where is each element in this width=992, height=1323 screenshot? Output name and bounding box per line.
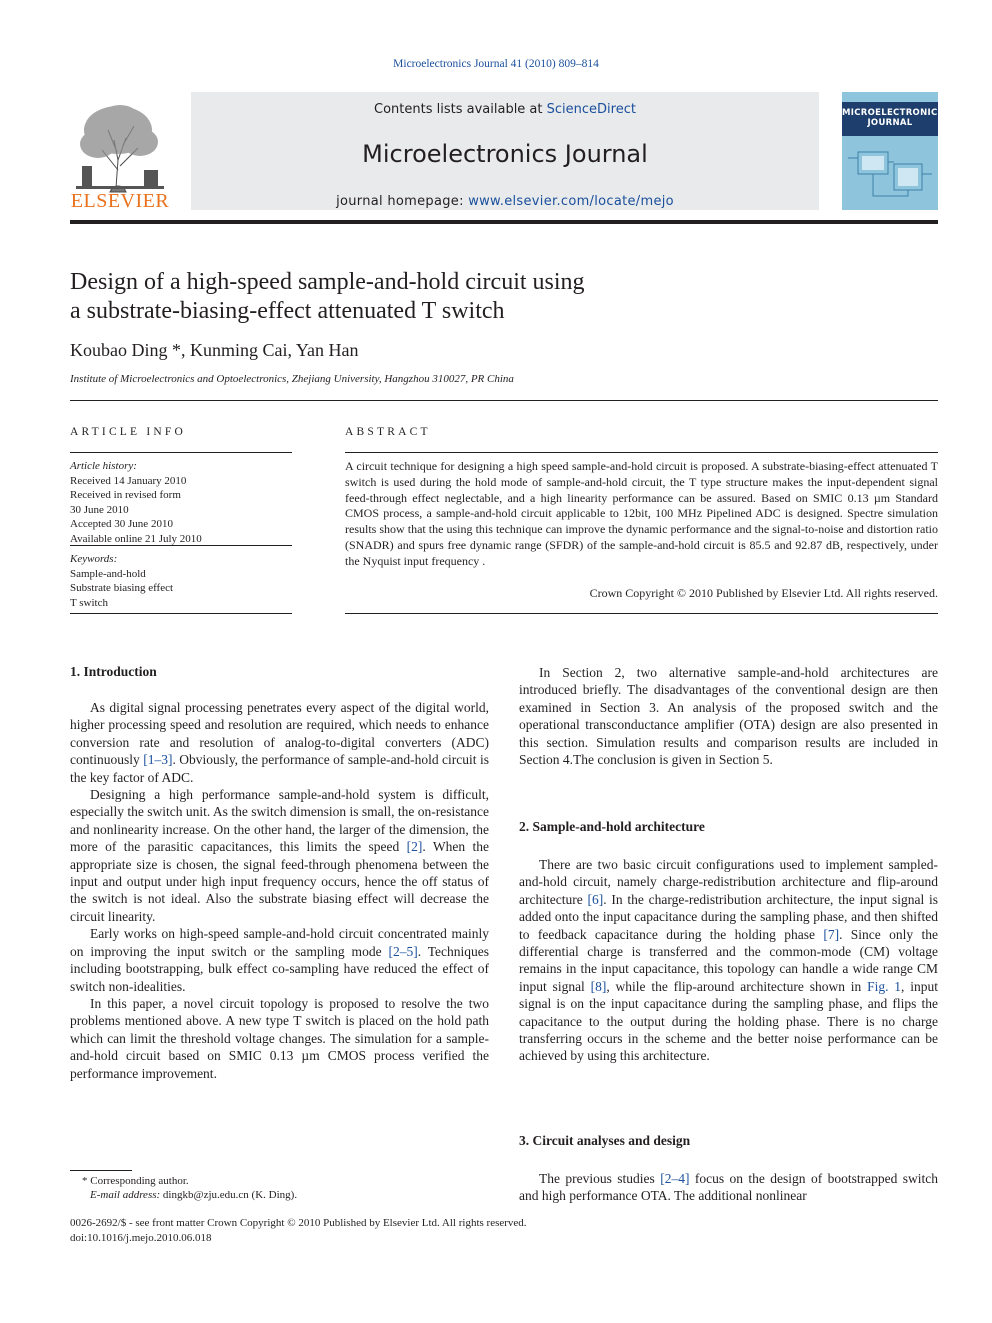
reference-link[interactable]: [8] <box>590 978 607 994</box>
reference-link[interactable]: [2] <box>406 839 423 855</box>
history-rule <box>70 545 292 546</box>
keywords <box>70 552 292 610</box>
paragraph: In Section 2, two alternative sample-and-hold architectures are introduced briefly. The disadvantages of the conventional design are then examined in Section 3. An analysis of the proposed switch and the operational transconductance amplifier (OTA) design are also presented in this section. Simulation results and comparison results are included in Section 4.The conclusion is given in Section 5. <box>519 665 938 768</box>
section-2-heading: 2. Sample-and-hold architecture <box>519 819 705 834</box>
reference-link[interactable]: [7] <box>823 926 840 942</box>
text-run: focus on the design of bootstrapped switch and high performance OTA. The additional nonlinear <box>519 1171 938 1204</box>
journal-title: Microelectronics Journal <box>362 140 648 168</box>
history-item: Available online 21 July 2010 <box>70 532 202 545</box>
article-title <box>70 268 770 326</box>
text-run: , input signal is on the input capacitance during the sampling phase, and flips the capacitance to the output during the holding phase. There is no charge transferring occurs in the scheme and the better noise performance can be achieved by using this architecture. <box>519 978 938 1064</box>
history-item: Accepted 30 June 2010 <box>70 518 173 530</box>
history-item: 30 June 2010 <box>70 503 129 516</box>
keywords-label: Keywords: <box>70 553 118 565</box>
text-run: . Techniques including bootstrapping, bulk effect co-sampling have reduced the effect of switch non-idealities. <box>70 943 490 994</box>
email-line <box>82 1188 482 1202</box>
history-item: Received in revised form <box>70 489 181 501</box>
reference-link[interactable]: [2–4] <box>660 1171 690 1186</box>
sciencedirect-link[interactable]: ScienceDirect <box>546 102 636 117</box>
affiliation: Institute of Microelectronics and Optoelectronics, Zhejiang University, Hangzhou 310027, PR China <box>70 373 514 385</box>
text-run: The previous studies <box>539 1171 661 1186</box>
left-column <box>70 699 489 1082</box>
article-history <box>70 459 292 546</box>
article-title-line2: a substrate-biasing-effect attenuated T switch <box>70 298 505 324</box>
reference-link[interactable]: [6] <box>587 891 604 907</box>
footnote-rule <box>70 1170 132 1171</box>
text-run: Early works on high-speed sample-and-hold circuit concentrated mainly on improving the input switch or the sampling mode <box>70 926 489 959</box>
cover-title <box>842 108 945 128</box>
section-2-body <box>519 856 938 1065</box>
email-address[interactable]: dingkb@zju.edu.cn (K. Ding). <box>162 1189 298 1201</box>
text-run: Designing a high performance sample-and-hold system is difficult, especially the switch unit. As the switch dimension is small, the on-resistance and nonlinearity increase. On the other hand, the larger of the dimension, the more of the parasitic capacitances, this limits the speed <box>70 787 489 855</box>
header-rule <box>70 220 938 224</box>
article-history-label: Article history: <box>70 460 137 472</box>
text-run: . When the appropriate size is chosen, the signal feed-through phenomena between the input and output under high input frequency occurs, hence the off status of the switch is not ideal. Also the substrate biasing effect will decrease the circuit linearity. <box>70 839 489 924</box>
paragraph <box>519 1170 938 1205</box>
text-run: , while the flip-around architecture shown in <box>606 978 868 994</box>
abstract-copyright: Crown Copyright © 2010 Published by Elsevier Ltd. All rights reserved. <box>589 586 938 600</box>
title-rule <box>70 400 938 401</box>
contents-prefix: Contents lists available at <box>374 102 547 117</box>
text-run: . Since only the differential charge is transferred and the common-mode (CM) voltage remains in the input capacitance, this topology can handle a wide range CM input signal <box>519 926 938 994</box>
section-1-heading: 1. Introduction <box>70 664 157 679</box>
keyword-item: Substrate biasing effect <box>70 582 174 594</box>
keyword-item: T switch <box>70 596 108 609</box>
article-info-heading: ARTICLE INFO <box>70 426 186 438</box>
article-title-line1: Design of a high-speed sample-and-hold circuit using <box>70 269 585 295</box>
abstract-rule-top <box>345 452 938 453</box>
doi-line[interactable]: doi:10.1016/j.mejo.2010.06.018 <box>70 1231 212 1244</box>
paragraph <box>519 856 938 1065</box>
cover-circuit-icon <box>848 144 932 202</box>
abstract-rule-bottom <box>345 613 938 614</box>
history-item: Received 14 January 2010 <box>70 474 187 487</box>
footnote <box>82 1174 482 1202</box>
figure-link[interactable]: Fig. 1 <box>867 978 902 994</box>
email-label: E-mail address: <box>90 1189 163 1201</box>
cover-title-line1: MICROELECTRONICS <box>842 108 945 118</box>
right-column-intro <box>519 664 938 768</box>
paragraph: In this paper, a novel circuit topology is proposed to resolve the two problems mentioned above. A new type T switch is placed on the hold path which can limit the threshold voltage changes. The simulation for a sample-and-hold circuit based on SMIC 0.13 µm CMOS process verified the performance improvement. <box>70 995 489 1081</box>
elsevier-wordmark: ELSEVIER <box>70 190 170 212</box>
text-run: As digital signal processing penetrates every aspect of the digital world, higher processing speed and resolution are required, which needs to enhance conversion rate and resolution of analog-to-digital converters (ADC) continuously <box>70 700 489 768</box>
homepage-prefix: journal homepage: <box>336 194 469 209</box>
homepage-link[interactable]: www.elsevier.com/locate/mejo <box>468 194 674 209</box>
text-run: . In the charge-redistribution architecture, the input signal is added onto the input capacitance during the sampling phase, and then shifted to feedback capacitance during the holding phase <box>519 891 938 942</box>
corresponding-author-note: * Corresponding author. <box>82 1175 189 1187</box>
authors: Koubao Ding *, Kunming Cai, Yan Han <box>70 340 359 360</box>
front-matter <box>70 1216 527 1245</box>
article-info-rule <box>70 452 292 453</box>
text-run: There are two basic circuit configurations used to implement sampled-and-hold circuit, namely charge-redistribution architecture and flip-around architecture <box>519 857 938 907</box>
keywords-rule <box>70 613 292 614</box>
abstract-text: A circuit technique for designing a high speed sample-and-hold circuit is proposed. A substrate-biasing-effect attenuated T switch is used during the hold mode of sample-and-hold circuit, the T type structure makes the input-dependent signal feed-through effect neglectable, and a high linearity performance can be assured. Based on SMIC 0.13 µm Standard CMOS process, a sample-and-hold circuit applicable to 12bit, 100 MHz Pipelined ADC is designed. Spectre simulation results show that the using this technique can improve the dynamic performance and the signal-to-noise and distortion ratio (SNADR) and spurs free dynamic range (SFDR) of the sample-and-hold circuit is 85.5 and 92.87 dB, respectively, under the Nyquist input frequency . <box>345 459 938 568</box>
paragraph <box>70 786 489 925</box>
issn-line: 0026-2692/$ - see front matter Crown Copyright © 2010 Published by Elsevier Ltd. All rights reserved. <box>70 1217 527 1229</box>
text-run: . Obviously, the performance of sample-and-hold circuit is the key factor of ADC. <box>70 752 490 785</box>
homepage-line <box>191 194 819 209</box>
paragraph <box>70 699 489 786</box>
cover-title-line2: JOURNAL <box>867 118 913 128</box>
journal-cover[interactable] <box>842 92 945 210</box>
reference-link[interactable]: [1–3] <box>143 752 173 768</box>
paragraph <box>70 925 489 995</box>
abstract-heading: ABSTRACT <box>345 426 431 438</box>
contents-line <box>191 102 819 117</box>
section-3-heading: 3. Circuit analyses and design <box>519 1133 691 1148</box>
keyword-item: Sample-and-hold <box>70 567 146 580</box>
section-3-body <box>519 1170 938 1205</box>
reference-link[interactable]: [2–5] <box>388 943 418 959</box>
journal-citation[interactable]: Microelectronics Journal 41 (2010) 809–814 <box>393 58 599 70</box>
